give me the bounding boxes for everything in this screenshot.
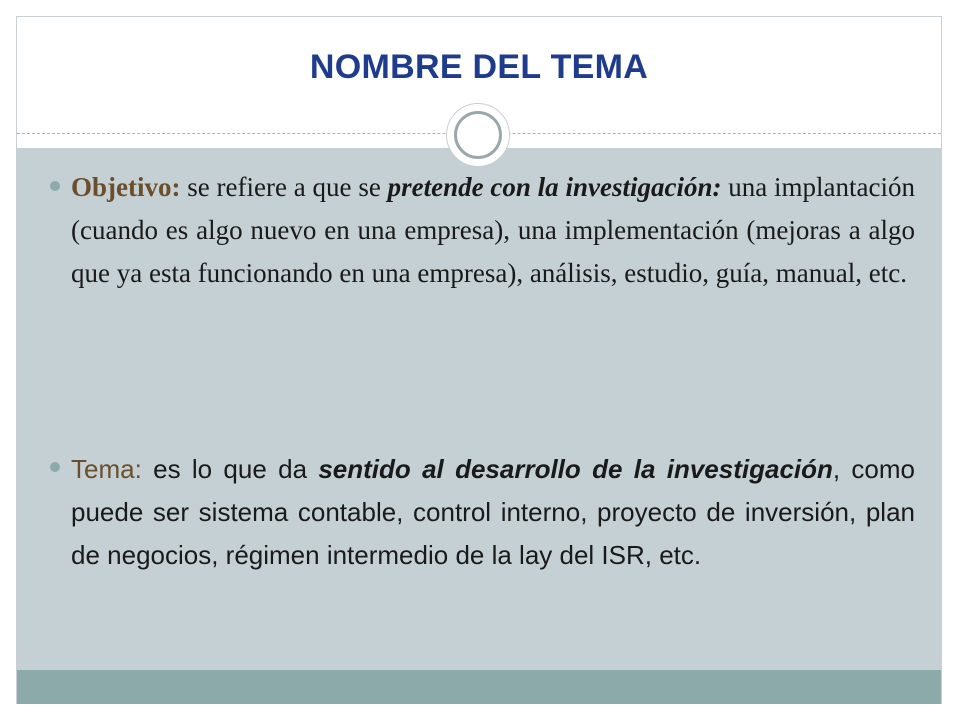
slide-title: NOMBRE DEL TEMA bbox=[309, 48, 649, 86]
bullet-text: , como puede ser sistema contable, control interno, proyecto de inversión, plan de negocios, régimen intermedio de la lay del ISR, etc. bbox=[71, 454, 915, 570]
bullet-text: se refiere a que se bbox=[180, 172, 388, 202]
bullet-emphasis: sentido al desarrollo de la investigación bbox=[318, 454, 833, 484]
bullet-label-tema: Tema: bbox=[71, 454, 142, 484]
bullet-emphasis: pretende con la investigación: bbox=[387, 172, 722, 202]
bullet-dot bbox=[50, 181, 60, 191]
bullet-dot bbox=[50, 462, 60, 472]
bullet-text: una implantación (cuando es algo nuevo en una empresa), una implementación (mejoras a algo que ya esta funcionando en una empresa), análisis, estudio, guía, manual, etc. bbox=[71, 172, 915, 288]
ring-icon bbox=[454, 111, 502, 159]
footer-bar bbox=[17, 670, 941, 704]
bullet-objetivo bbox=[71, 166, 915, 295]
bullet-text: es lo que da bbox=[141, 454, 319, 484]
bullet-tema bbox=[71, 448, 915, 577]
bullet-label-objetivo: Objetivo: bbox=[71, 172, 181, 202]
